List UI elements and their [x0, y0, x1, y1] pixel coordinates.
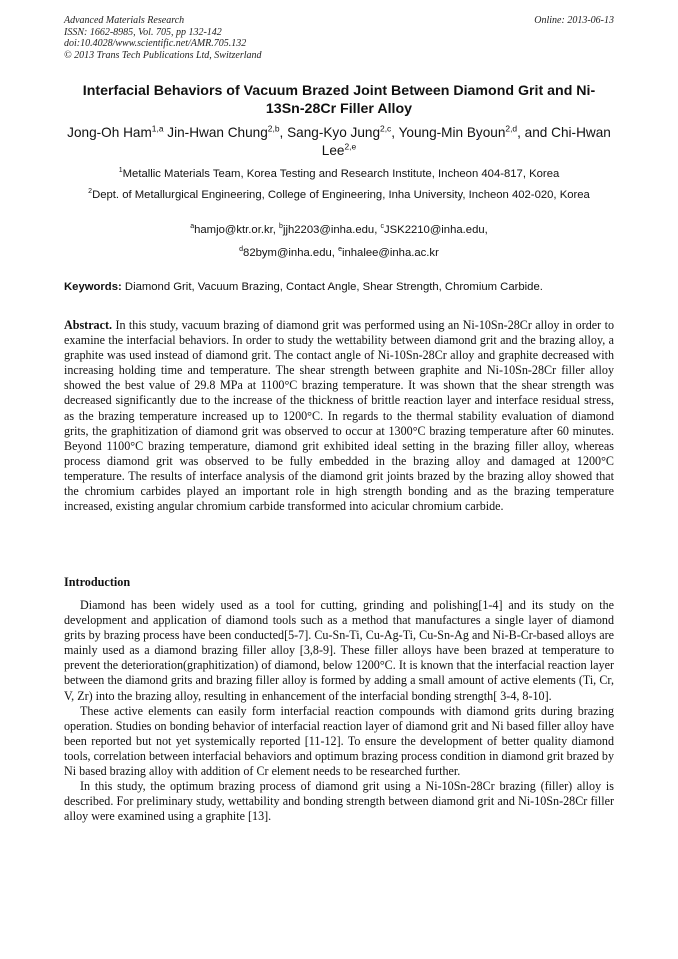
abstract-label: Abstract.: [64, 318, 113, 332]
paper-title: Interfacial Behaviors of Vacuum Brazed Joint Between Diamond Grit and Ni-13Sn-28Cr Filler Alloy: [82, 83, 596, 117]
affiliation-number: 2: [88, 188, 93, 196]
section-heading-introduction: Introduction: [64, 575, 131, 589]
author-affiliation-mark: 2,e: [344, 141, 357, 152]
email-address[interactable]: 82bym@inha.edu: [243, 247, 332, 259]
author-name: Young-Min Byoun: [398, 125, 506, 140]
intro-paragraph: In this study, the optimum brazing process of diamond grit using a Ni-10Sn-28Cr brazing (filler) alloy is described. For preliminary study, wettability and bonding strength between diamond grit and Ni-10Sn-28Cr filler alloy were examined using a graphite [13].: [64, 779, 614, 824]
email-line-2: $^d$82bym@inha.edu, $^e$inhalee@inha.ac.kr: [239, 246, 439, 259]
affiliation-1: [64, 167, 614, 182]
affiliation-2: [64, 188, 614, 203]
intro-paragraph: Diamond has been widely used as a tool for cutting, grinding and polishing[1-4] and its study on the development and application of diamond tools such as a method that manufactures a single layer of diamond grits by brazing process have been conducted[5-7]. Cu-Sn-Ti, Cu-Ag-Ti, Cu-Sn-Ag and Ni-B-Cr-based alloys are mainly used as a diamond brazing filler alloy [3,8-9]. These filler alloys have been brazed at temperature to prevent the deterioration(graphitization) of diamond, below 1200°C. It is known that the interfacial reaction layer between the diamond grits and brazing filler alloy is formed by adding a small amount of active elements (Ti, Cr, V, Zr) into the brazing alloy, resulting in enhancement of the interfacial bonding strength[ 3-4, 8-10].: [64, 598, 614, 703]
email-mark: a: [190, 223, 195, 231]
email-address[interactable]: hamjo@ktr.or.kr: [194, 224, 273, 236]
copyright-line: © 2013 Trans Tech Publications Ltd, Switzerland: [64, 49, 262, 61]
introduction-body: [64, 598, 614, 824]
author-affiliation-mark: 2,c: [380, 123, 392, 134]
email-address[interactable]: inhalee@inha.ac.kr: [341, 247, 439, 259]
email-address[interactable]: jjh2203@inha.edu: [282, 224, 375, 236]
author-separator: ,: [391, 125, 399, 140]
author-list: [64, 124, 614, 160]
intro-paragraph: These active elements can easily form interfacial reaction compounds with diamond grits during brazing operation. Studies on bonding behavior of interfacial reaction layer of diamond grit and Ni based filler alloy have been reported but not yet systemically reported [11-12]. To ensure the development of better quality diamond tools, correlation between interfacial behaviors and optimum brazing process condition in diamond grit brazed by Ni based brazing alloy with addition of Cr element needs to be researched further.: [64, 703, 614, 779]
affiliation-text: Dept. of Metallurgical Engineering, College of Engineering, Inha University, Incheon 402-020, Korea: [92, 189, 590, 201]
author-name: Jong-Oh Ham: [67, 125, 152, 140]
email-address[interactable]: JSK2210@inha.edu: [383, 224, 485, 236]
author-separator: , and: [517, 125, 552, 140]
journal-name: Advanced Materials Research: [64, 15, 185, 26]
issn-line: ISSN: 1662-8985, Vol. 705, pp 132-142: [64, 26, 222, 38]
abstract-text: In this study, vacuum brazing of diamond grit was performed using an Ni-10Sn-28Cr alloy in order to examine the interfacial behaviors. In order to study the wettability between diamond grit and the brazing alloy, a graphite was used instead of diamond grit. The contact angle of Ni-10Sn-28Cr alloy and graphite decreased with increasing holding time and temperature. The shear strength between graphite and Ni-10Sn-28Cr filler alloy showed the best value of 29.8 MPa at 1100°C brazing temperature. It was shown that the shear strength was decreased significantly due to the increase of the thickness of brittle reaction layer and interface residual stress, as the brazing temperature increased up to 1200°C. In regards to the thermal stability evaluation of diamond grits, the graphitization of diamond grit was observed to occur at 1300°C brazing temperature after 60 minutes. Beyond 1100°C brazing temperature, diamond grit exhibited ideal setting in the brazing filler alloy, whereas process diamond grit was observed to be fully embedded in the brazing alloy and damaged at 1200°C temperature. The results of interface analysis of the diamond grit joints brazed by the brazing alloy showed that the chromium carbides played an important role in high strength bonding and as the brazing temperature increased, existing angular chromium carbide transformed into acicular chromium carbide.: [64, 318, 614, 514]
author-affiliation-mark: 2,b: [267, 123, 280, 134]
author-affiliation-mark: 2,d: [505, 123, 518, 134]
online-date: Online: 2013-06-13: [534, 15, 614, 26]
email-mark: c: [380, 223, 384, 231]
keywords-line: [64, 280, 614, 295]
affiliation-text: Metallic Materials Team, Korea Testing and Research Institute, Incheon 404-817, Korea: [122, 168, 560, 180]
keywords-label: Keywords:: [64, 281, 122, 293]
author-name: Sang-Kyo Jung: [287, 125, 381, 140]
keywords-text: Diamond Grit, Vacuum Brazing, Contact Angle, Shear Strength, Chromium Carbide.: [124, 281, 543, 293]
author-separator: ,: [279, 125, 288, 140]
author-name: Jin-Hwan Chung: [167, 125, 268, 140]
affiliation-number: 1: [118, 167, 123, 175]
author-name: Chi-Hwan Lee: [321, 125, 611, 158]
author-affiliation-mark: 1,a: [151, 123, 164, 134]
email-line-1: $^a$hamjo@ktr.or.kr, $^b$jjh2203@inha.edu, $^c$JSK2210@inha.edu,: [190, 223, 488, 236]
email-mark: e: [338, 246, 342, 254]
email-mark: b: [279, 223, 283, 231]
abstract-paragraph: [64, 318, 614, 514]
journal-header: [64, 15, 262, 61]
doi-line[interactable]: doi:10.4028/www.scientific.net/AMR.705.132: [64, 38, 247, 50]
email-mark: d: [239, 246, 244, 254]
